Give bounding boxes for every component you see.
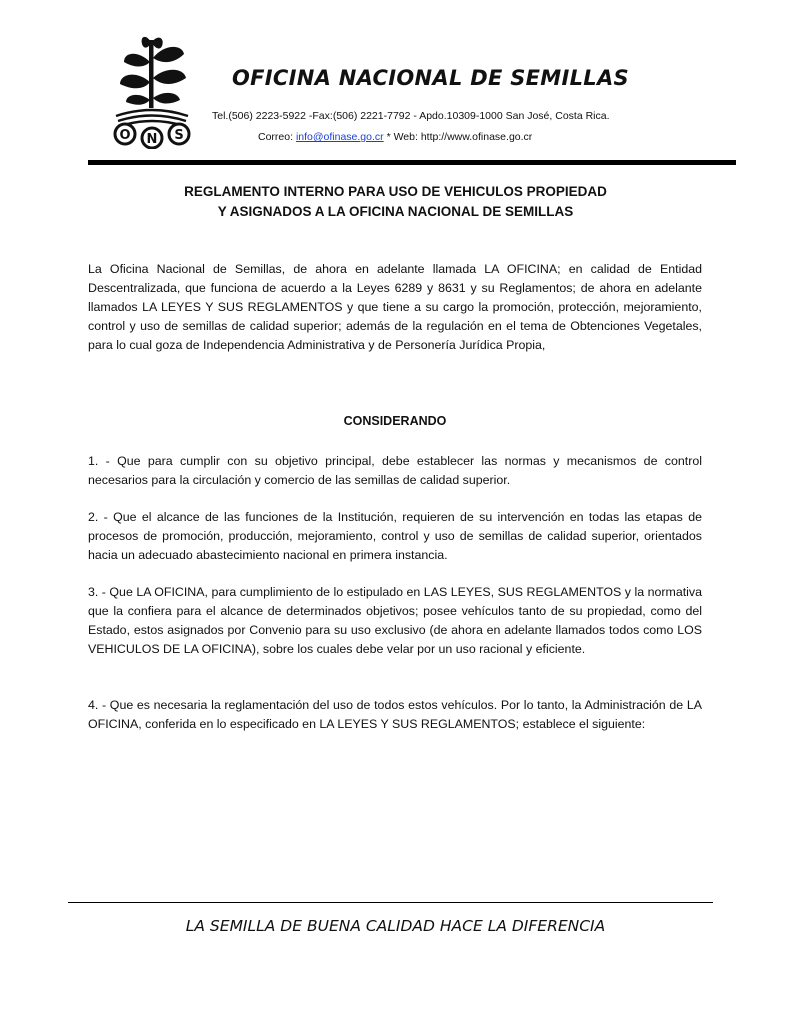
org-title: OFICINA NACIONAL DE SEMILLAS	[232, 66, 629, 90]
email-label: Correo:	[258, 131, 294, 143]
considerando-item-4: 4. - Que es necesaria la reglamentación del uso de todos estos vehículos. Por lo tanto, la Administración de LA OFICINA, conferida en lo especificado en LA LEYES Y SUS REGLAMENTOS; establece el siguiente:	[88, 698, 702, 731]
contact-email-web	[258, 131, 532, 143]
logo-letter-o: O	[119, 128, 131, 143]
logo-letter-n: N	[146, 132, 158, 147]
document-title-line-1: REGLAMENTO INTERNO PARA USO DE VEHICULOS PROPIEDAD	[184, 184, 607, 199]
header-divider	[88, 160, 736, 165]
considerando-item-1: 1. - Que para cumplir con su objetivo principal, debe establecer las normas y mecanismos de control necesarios para la circulación y comercio de las semillas de calidad superior.	[88, 454, 702, 487]
considerando-item-2: 2. - Que el alcance de las funciones de la Institución, requieren de su intervención en todas las etapas de procesos de promoción, producción, mejoramiento, control y uso de semillas de calidad superior, orientados hacia un adecuado abastecimiento nacional en primera instancia.	[88, 510, 702, 562]
logo-letter-s: S	[174, 128, 184, 143]
section-heading: CONSIDERANDO	[343, 414, 447, 428]
contact-line: Tel.(506) 2223-5922 -Fax:(506) 2221-7792 - Apdo.10309-1000 San José, Costa Rica.	[212, 110, 610, 122]
email-link[interactable]: info@ofinase.go.cr	[295, 131, 384, 143]
document-title	[88, 182, 703, 222]
document-title-line-2: Y ASIGNADOS A LA OFICINA NACIONAL DE SEMILLAS	[217, 204, 574, 219]
web-address: * Web: http://www.ofinase.go.cr	[386, 131, 533, 143]
ons-logo	[112, 34, 192, 149]
considerando-item-3: 3. - Que LA OFICINA, para cumplimiento de lo estipulado en LAS LEYES, SUS REGLAMENTOS y la normativa que la confiera para el alcance de determinados objetivos; posee vehículos tanto de su propiedad, como del Estado, estos asignados por Convenio para su uso exclusivo (de ahora en adelante llamados todos como LOS VEHICULOS DE LA OFICINA), sobre los cuales debe velar por un uso racional y eficiente.	[88, 585, 702, 656]
footer-divider	[68, 902, 713, 903]
footer-slogan: LA SEMILLA DE BUENA CALIDAD HACE LA DIFERENCIA	[185, 917, 606, 935]
intro-paragraph: La Oficina Nacional de Semillas, de ahora en adelante llamada LA OFICINA; en calidad de Entidad Descentralizada, que funciona de acuerdo a la Leyes 6289 y 8631 y su Reglamentos; de ahora en adelante llamados LA LEYES Y SUS REGLAMENTOS y que tiene a su cargo la promoción, protección, mejoramiento, control y uso de semillas de calidad superior; además de la regulación en el tema de Obtenciones Vegetales, para lo cual goza de Independencia Administrativa y de Personería Jurídica Propia,	[88, 262, 702, 352]
